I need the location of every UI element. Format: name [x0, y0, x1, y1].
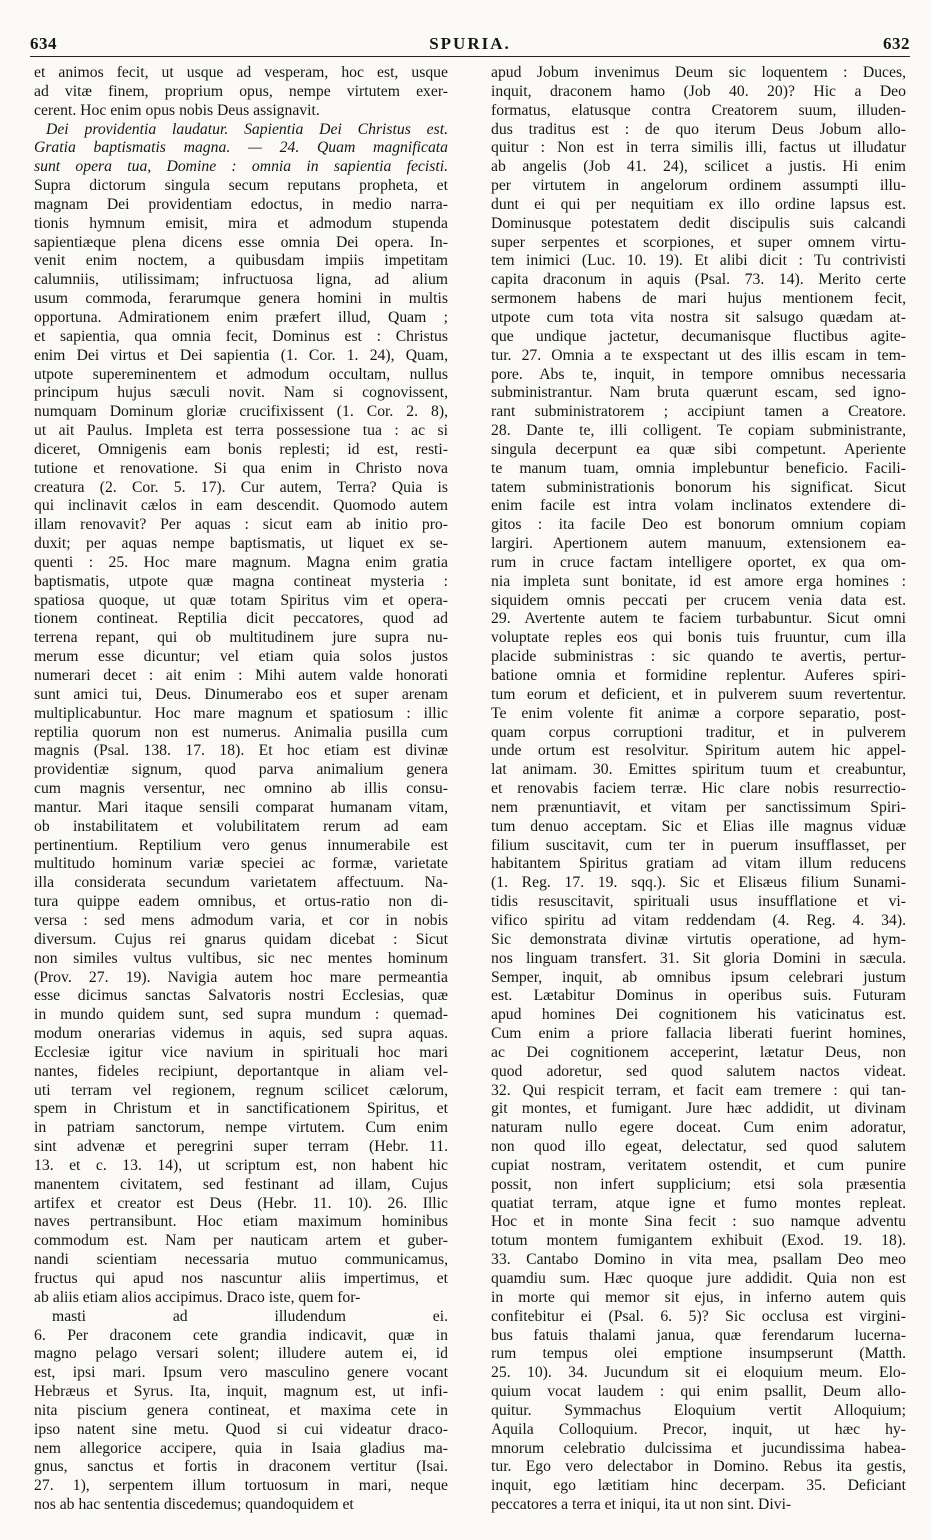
left-column-line: esse dicimus sanctas Salvatoris nostri Ecclesias, quæ	[34, 987, 448, 1005]
left-column-line: merum esse dicuntur; vel etiam quia solos justos	[34, 648, 448, 666]
left-column-line: baptismatis, utpote quæ magna contineat mysteria :	[34, 572, 448, 590]
right-column-line: singula decerpunt ea quæ sibi competunt. Aperiente	[491, 440, 906, 458]
left-column-line: tionem contineat. Reptilia dicit peccatores, quod ad	[34, 610, 448, 628]
right-column-line: possit, non infert supplicium; etsi sola præsentia	[491, 1175, 906, 1193]
left-column-line: numerari decet : ait enim : Mihi autem valde honorati	[34, 667, 448, 684]
right-column-line: mnorum celebratio dulcissima et jucundissima habea-	[491, 1439, 906, 1457]
left-column-line: (Prov. 27. 19). Navigia autem hoc mare permeantia	[34, 968, 448, 986]
left-text-column	[34, 64, 448, 1515]
left-column-line: modum onerarias videmus in aquis, sed supra aquas.	[34, 1025, 448, 1043]
left-column-line: illam renovavit? Per aquas : sicut eam ab initio pro-	[34, 516, 448, 534]
left-column-line: ipso natent sine metu. Quod si cui videatur draco-	[34, 1420, 448, 1438]
left-column-line: venit enim noctem, a quibusdam impiis impetitam	[34, 252, 448, 270]
left-column-line: ab aliis etiam alios accipimus. Draco iste, quem for-	[34, 1288, 361, 1306]
right-column-line: batione omnia et formidine replentur. Auferes spiri-	[491, 667, 906, 684]
right-column-line: quam corpus corruptioni traditur, et in pulverem	[491, 723, 906, 741]
right-column-line: 25. 10). 34. Jucundum sit ei eloquium meum. Elo-	[491, 1364, 906, 1382]
left-column-line: fructus qui apud nos nascuntur aliis impertimus, et	[34, 1270, 448, 1287]
left-column-line: quenti : 25. Hoc mare magnum. Magna enim gratia	[34, 553, 448, 571]
right-column-line: apud homines Dei cognitionem his vaticinatus est.	[491, 1006, 906, 1024]
right-column-line: dus traditus est : de quo iterum Deus Jobum allo-	[491, 120, 906, 138]
left-column-line: in mundo quidem sunt, sed supra mundum : quemad-	[34, 1006, 448, 1024]
right-column-line: naturam nullo egere doceat. Cum enim adoratur,	[491, 1119, 906, 1137]
left-column-line: masti ad illudendum ei.	[52, 1307, 448, 1325]
right-column-line: capita draconum in aquis (Psal. 73. 14). Merito certe	[491, 271, 906, 289]
right-column-line: largiri. Apertionem autem manuum, extensionem ea-	[491, 535, 906, 553]
right-column-line: Te enim volente fit animæ a corpore separatio, post-	[491, 704, 906, 722]
page-number-right: 632	[883, 34, 910, 53]
left-column-line: spem in Christum et in sanctificationem Spiritus, et	[34, 1100, 448, 1118]
left-column-line: gnus, sanctus et fortis in draconem vertitur (Isai.	[34, 1458, 448, 1476]
left-column-line: et animos fecit, ut usque ad vesperam, hoc est, usque	[34, 64, 448, 81]
left-column-line: tionis hymnum emisit, mira et admodum stupenda	[34, 214, 448, 232]
page-header	[30, 30, 910, 57]
right-column-line: tur. Ego vero delectabor in Domino. Rebus ita gestis,	[491, 1458, 906, 1476]
left-column-line: nita piscium genera contineat, et maxima cete in	[34, 1401, 448, 1419]
right-column-line: nos linguam transfert. 31. Sit gloria Domini in sæcula.	[491, 949, 906, 967]
left-column-line: nos ab hac sententia discedemus; quandoquidem et	[34, 1496, 354, 1514]
left-column-line: nantes, fideles recipiunt, deportantque in aliam vel-	[34, 1062, 448, 1080]
left-column-line: diceret, Omnigenis eam bonis replesti; id est, resti-	[34, 440, 448, 458]
left-column-line: Ecclesiæ igitur vice navium in spirituali hoc mari	[34, 1043, 448, 1061]
right-column-line: rant subministratorem ; accipiunt tamen a Creatore.	[491, 403, 906, 421]
left-column-line: est, ipsi mari. Ipsum vero masculino genere vocant	[34, 1364, 448, 1382]
right-text-column	[491, 64, 906, 1515]
left-column-line: artifex et creator est Deus (Hebr. 11. 10). 26. Illic	[34, 1194, 448, 1212]
right-column-line: cupiat nostram, veritatem ostendit, et cum punire	[491, 1156, 906, 1174]
right-column-line: placide subministras : sic quando te avertis, pertur-	[491, 648, 906, 666]
left-column-line: naves pertransibunt. Hoc etiam maximum hominibus	[34, 1213, 448, 1231]
left-column-line: Supra dictorum singula secum reputans propheta, et	[34, 177, 448, 195]
right-column-line: tidis resuscitavit, spirituali usus insufflatione et vi-	[491, 893, 906, 911]
left-column-line: terrena repant, qui ob multitudinem jure supra nu-	[34, 629, 448, 647]
right-column-line: tum eorum et deficient, et in pulverem suum revertentur.	[491, 685, 906, 703]
left-column-line: opportuna. Admirationem enim præfert illud, Quam ;	[34, 308, 448, 326]
right-column-line: Semper, inquit, ab omnibus ipsum celebrari justum	[491, 968, 906, 986]
left-column-line: 13. et c. 13. 14), ut scriptum est, non habent hic	[34, 1156, 448, 1174]
right-column-line: nia impleta sunt bonitate, id est amore erga homines :	[491, 572, 906, 590]
right-column-line: in morte qui memor sit ejus, in inferno autem quis	[491, 1288, 906, 1306]
right-column-line: utpote cum tota vita nostra sit salsugo quædam at-	[491, 308, 906, 326]
left-column-line: calumniis, utilissimam; infructuosa ligna, ad alium	[34, 271, 448, 289]
right-column-line: confitebitur ei (Psal. 6. 5)? Sic occlusa est virgini-	[491, 1307, 906, 1325]
right-column-line: apud Jobum invenimus Deum sic loquentem : Duces,	[491, 64, 906, 81]
left-column-line: ob instabilitatem et volubilitatem rerum ad eam	[34, 817, 448, 835]
left-column-line: sunt opera tua, Domine : omnia in sapientia fecisti.	[34, 158, 448, 176]
left-column-line: cerent. Hoc enim opus nobis Deus assignavit.	[34, 101, 320, 119]
right-column-line: est. Lætabitur Dominus in operibus suis. Futuram	[491, 987, 906, 1005]
left-column-line: 6. Per draconem cete grandia indicavit, quæ in	[34, 1326, 448, 1344]
left-column-line: enim Dei virtus et Dei sapientia (1. Cor. 1. 24), Quam,	[34, 346, 448, 364]
right-column-line: 32. Qui respicit terram, et facit eam tremere : qui tan-	[491, 1081, 906, 1099]
left-column-line: sunt amici tui, Deus. Dinumerabo eos et super arenam	[34, 685, 448, 703]
right-column-line: peccatores a terra et iniqui, ita ut non sint. Divi-	[491, 1496, 792, 1514]
right-column-line: filium suscitavit, cum ter in puerum insufflasset, per	[491, 836, 906, 854]
right-column-line: per virtutem in angelorum ordinem assumpti illu-	[491, 177, 906, 195]
right-column-line: (1. Reg. 17. 19. sqq.). Sic et Elisæus filium Sunami-	[491, 874, 906, 892]
right-column-line: voluptate reples eos qui bonis tuis fruuntur, cum illa	[491, 629, 906, 647]
right-column-line: rum in cruce factam intelligere oportet, ex qua om-	[491, 553, 906, 571]
right-column-line: 29. Avertente autem te faciem turbabuntur. Sicut omni	[491, 610, 906, 628]
right-column-line: que undique jactetur, decumanisque fluctibus agite-	[491, 327, 906, 345]
left-column-line: qui inclinavit cælos in eam descendit. Quomodo autem	[34, 497, 448, 515]
right-column-line: Aquila Colloquium. Precor, inquit, ut hæc hy-	[491, 1420, 906, 1438]
left-column-line: usum commoda, ferarumque genera homini in multis	[34, 290, 448, 308]
right-column-line: sermonem habens de mari hujus mentionem fecit,	[491, 290, 906, 308]
right-column-line: tur. 27. Omnia a te exspectant ut des illis escam in tem-	[491, 346, 906, 364]
left-column-line: utpote supereminentem et admodum occultam, nullus	[34, 365, 448, 383]
left-column-line: pertinentium. Reptilium vero genus innumerabile est	[34, 836, 448, 854]
right-column-line: Sic demonstrata divinæ virtutis operatione, ad hym-	[491, 930, 906, 948]
left-column-line: Dei providentia laudatur. Sapientia Dei Christus est.	[46, 120, 448, 138]
left-column-line: ad vitæ finem, proprium opus, nempe virtutem exer-	[34, 82, 448, 100]
left-column-line: reptilia quorum non est numerus. Animalia pusilla cum	[34, 723, 448, 741]
right-column-line: gitos : ita facile Deo est bonorum omnium copiam	[491, 516, 906, 534]
left-column-line: Hebræus et Syrus. Ita, inquit, magnum est, ut infi-	[34, 1383, 448, 1401]
right-column-line: tatem subministrationis bonorum his significat. Sicut	[491, 478, 906, 496]
left-column-line: diversum. Cujus rei gnarus quidam dicebat : Sicut	[34, 930, 448, 948]
left-column-line: spatiosa quoque, ut quæ totam Spiritus vim et opera-	[34, 591, 448, 609]
right-column-line: formatus, elatusque contra Creatorem suum, illuden-	[491, 101, 906, 119]
right-column-line: non quod illo egeat, delectatur, sed quod salutem	[491, 1138, 906, 1156]
right-column-line: git montes, et fumigant. Jure hæc addidit, ut divinam	[491, 1100, 906, 1118]
left-column-line: Gratia baptismatis magna. — 24. Quam magnificata	[34, 139, 448, 157]
right-column-line: te manum tuam, omnia implebuntur beneficio. Facili-	[491, 459, 906, 477]
left-column-line: magnam Dei providentiam edoctus, in medio narra-	[34, 195, 448, 213]
left-column-line: ut ait Paulus. Impleta est terra possessione tua : ac si	[34, 422, 448, 440]
right-column-line: rum tempus olei emptione insumpserunt (Matth.	[491, 1345, 906, 1363]
right-column-line: Hoc et in monte Sina fecit : suo namque adventu	[491, 1213, 906, 1231]
right-column-line: bus fatuis thalami janua, quæ ferendarum lucerna-	[491, 1326, 906, 1344]
right-column-line: unde ortum est resolvitur. Spiritum autem hic appel-	[491, 742, 906, 760]
right-column-line: totum montem fumigantem exhibuit (Exod. 19. 18).	[491, 1232, 906, 1250]
left-column-line: duxit; per aquas nempe baptismatis, ut liquet ex se-	[34, 535, 448, 553]
right-column-line: pore. Abs te, inquit, in tempore omnibus necessaria	[491, 365, 906, 383]
left-column-line: versa : sed mens admodum varia, et cor in nobis	[34, 911, 448, 929]
left-column-line: nem allegorice accipere, quia in Isaia gladius ma-	[34, 1439, 448, 1457]
left-column-line: in patriam sanctorum, nempe virtutem. Cum enim	[34, 1119, 448, 1137]
right-column-line: nem prænuntiavit, et vitam per sanctissimum Spiri-	[491, 798, 906, 816]
right-column-line: quium vocat laudem : qui enim psallit, Deum allo-	[491, 1383, 906, 1401]
right-column-line: 28. Dante te, illi colligent. Te copiam subministrante,	[491, 422, 906, 440]
left-column-line: mantur. Mari itaque sensili comparat humanam vitam,	[34, 798, 448, 816]
left-column-line: numquam Dominum gloriæ crucifixissent (1. Cor. 2. 8),	[34, 403, 448, 421]
right-column-line: quitur. Symmachus Eloquium vertit Alloquium;	[491, 1401, 906, 1419]
right-column-line: enim facile est intra volam inclinatos extendere di-	[491, 497, 906, 515]
right-column-line: quod adoretur, sed quod salutem nactos videat.	[491, 1062, 906, 1080]
running-title: SPURIA.	[429, 34, 511, 53]
right-column-line: Dominusque potestatem dedit discipulis suis calcandi	[491, 214, 906, 232]
left-column-line: manentem civitatem, sed festinant ad illam, Cujus	[34, 1175, 448, 1193]
left-column-line: non similes vultus vultibus, sic nec mentes hominum	[34, 949, 448, 967]
right-column-line: siquidem omnis peccati per crucem venia data est.	[491, 591, 906, 609]
left-column-line: commodum est. Nam per nauticam artem et guber-	[34, 1232, 448, 1250]
right-column-line: habitantem Spiritus gratiam ad vitam illum reducens	[491, 855, 906, 873]
left-column-line: sint advenæ et peregrini super terram (Hebr. 11.	[34, 1138, 448, 1156]
left-column-line: nandi scientiam necessaria mutuo communicamus,	[34, 1251, 448, 1269]
left-column-line: tutione et renovatione. Si qua enim in Christo nova	[34, 459, 448, 477]
right-column-line: vifico spiritu ad vitam reddendam (4. Reg. 4. 34).	[491, 911, 906, 929]
right-column-line: dunt ei qui per nequitiam ex illo ordine lapsus est.	[491, 195, 906, 213]
right-column-line: ab angelis (Job 41. 24), scilicet a justis. Hi enim	[491, 158, 906, 176]
right-column-line: tum denuo acceptam. Sic et Elias ille magnus viduæ	[491, 817, 906, 835]
right-column-line: 33. Cantabo Domino in vita mea, psallam Deo meo	[491, 1251, 906, 1269]
left-column-line: providentiæ signum, quod parva animalium genera	[34, 761, 448, 779]
right-column-line: ac Dei cognitionem acceperint, lætatur Deus, non	[491, 1043, 906, 1061]
right-column-line: Cum enim a priore fallacia liberati fuerint homines,	[491, 1025, 906, 1043]
right-column-line: tem inimici (Luc. 10. 19). Et alibi dicit : Tu contrivisti	[491, 252, 906, 270]
left-column-line: uti terram vel regionem, regnum scilicet cælorum,	[34, 1081, 448, 1099]
left-column-line: 27. 1), serpentem illum tortuosum in mari, neque	[34, 1477, 448, 1495]
left-column-line: magno pelago versari solent; illudere autem ei, id	[34, 1345, 448, 1363]
left-column-line: illa considerata secundum varietatem affectuum. Na-	[34, 874, 448, 892]
page-number-left: 634	[30, 34, 57, 53]
left-column-line: multitudo hominum variæ speciei ac formæ, varietate	[34, 855, 448, 873]
left-column-line: tura quippe eadem omnibus, et ortus-ratio non di-	[34, 893, 448, 911]
left-column-line: multiplicabuntur. Hoc mare magnum et spatiosum : illic	[34, 704, 448, 722]
left-column-line: sapientiæque plena dicens esse omnia Dei opera. In-	[34, 233, 448, 251]
left-column-line: principum hujus sæculi novit. Nam si cognovissent,	[34, 384, 448, 402]
right-column-line: quitur : Non est in terra similis illi, factus ut illudatur	[491, 139, 906, 157]
left-column-line: cum magnis versentur, nec omnino ab illis consu-	[34, 780, 448, 798]
right-column-line: super serpentes et scorpiones, et super omnem virtu-	[491, 233, 906, 251]
right-column-line: lat animam. 30. Emittes spiritum tuum et creabuntur,	[491, 761, 906, 779]
right-column-line: inquit, ego lætitiam hinc decerpam. 35. Deficiant	[491, 1477, 906, 1495]
right-column-line: quatiat terram, atque igne et fumo montes repleat.	[491, 1194, 906, 1212]
left-column-line: creatura (2. Cor. 5. 17). Cur autem, Terra? Quia is	[34, 478, 448, 496]
right-column-line: inquit, draconem hamo (Job 40. 20)? Hic a Deo	[491, 82, 906, 100]
right-column-line: subministrantur. Nam bruta quærunt escam, sed igno-	[491, 384, 906, 402]
left-column-line: magnis (Psal. 138. 17. 18). Et hoc etiam est divinæ	[34, 742, 448, 760]
right-column-line: quamdiu sum. Hæc quoque jure addidit. Quia non est	[491, 1270, 906, 1287]
left-column-line: et sapientia, qua omnia fecit, Dominus est : Christus	[34, 327, 448, 345]
right-column-line: et renovabis faciem terræ. Hic clare nobis resurrectio-	[491, 780, 906, 798]
